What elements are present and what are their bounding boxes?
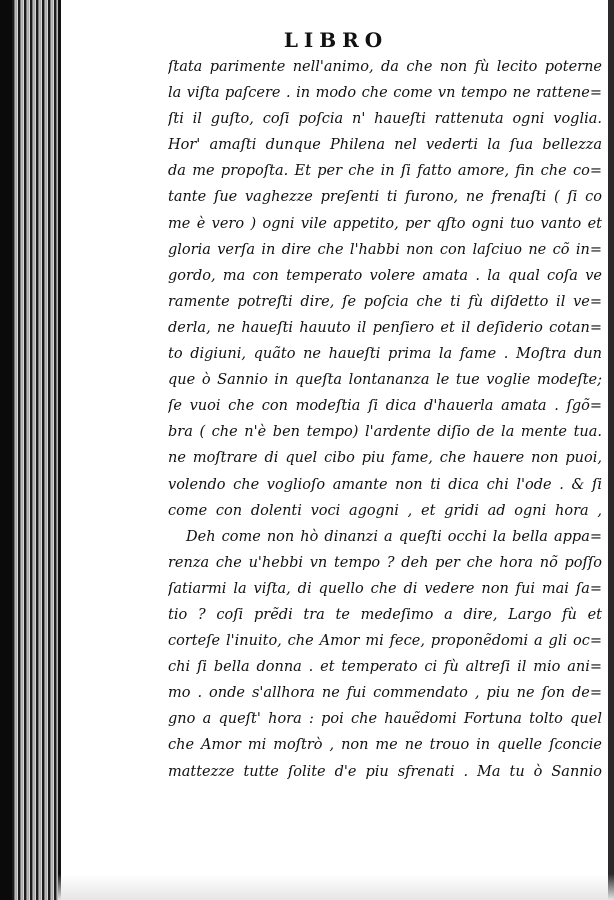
text-line: Deh come non hò dinanzi a queſti occhi la bella appa= xyxy=(186,528,602,545)
page-bottom-shadow xyxy=(58,874,614,900)
text-line: corteſe l'inuito, che Amor mi fece, proponẽdomi a gli oc= xyxy=(168,633,602,650)
text-line: volendo che voglioſo amante non ti dica chi l'ode . & ſi xyxy=(168,476,602,493)
text-line: derla, ne haueſti hauuto il penſiero et il deſiderio cotan= xyxy=(168,319,602,336)
text-line: gloria verſa in dire che l'habbi non con laſciuo ne cõ in= xyxy=(168,241,602,258)
text-line: che Amor mi moſtrò , non me ne trouo in quelle ſconcie xyxy=(168,737,602,754)
text-line: ſe vuoi che con modeſtia ſi dica d'hauerla amata . ſgõ= xyxy=(168,398,602,415)
text-line: bra ( che n'è ben tempo) l'ardente diſio de la mente tua. xyxy=(168,424,602,441)
text-line: tio ? coſi prẽdi tra te medeſimo a dire, Largo fù et xyxy=(168,606,602,623)
text-line: tante ſue vaghezze preſenti ti furono, ne frenaſti ( ſi co xyxy=(168,189,602,206)
text-line: da me propoſta. Et per che in ſi fatto amore, fin che co= xyxy=(168,163,602,180)
text-line: ne moſtrare di quel cibo piu fame, che hauere non puoi, xyxy=(168,450,602,467)
page-fore-edge xyxy=(0,0,61,900)
page-right-edge xyxy=(608,0,614,900)
text-line: to digiuni, quãto ne haueſti prima la fame . Moſtra dun xyxy=(168,346,602,363)
text-line: ſti il guſto, coſi poſcia n' haueſti rattenuta ogni voglia. xyxy=(168,111,602,128)
text-line: gno a queſt' hora : poi che hauẽdomi Fortuna tolto quel xyxy=(168,711,602,728)
text-line: mattezze tutte ſolite d'e piu sfrenati . Ma tu ò Sannio xyxy=(168,763,602,780)
text-line: ſtata parimente nell'animo, da che non fù lecito poterne xyxy=(168,59,602,75)
text-line: me è vero ) ogni vile appetito, per qſto ogni tuo vanto et xyxy=(168,215,602,232)
text-line: ramente potreſti dire, ſe poſcia che ti fù diſdetto il ve= xyxy=(168,293,602,310)
text-line: mo . onde s'allhora ne fui commendato , piu ne ſon de= xyxy=(168,685,602,702)
text-line: la viſta paſcere . in modo che come vn tempo ne rattene= xyxy=(168,85,602,102)
text-line: renza che u'hebbi vn tempo ? deh per che hora nõ poſſo xyxy=(168,554,602,571)
text-line: Hor' amaſti dunque Philena nel vederti la ſua bellezza xyxy=(168,137,602,154)
text-line: gordo, ma con temperato volere amata . la qual coſa ve xyxy=(168,267,602,284)
text-line: que ò Sannio in queſta lontananza le tue voglie modeſte; xyxy=(168,372,602,389)
running-header: LIBRO xyxy=(283,28,389,52)
text-line: come con dolenti voci agogni , et gridi ad ogni hora , xyxy=(168,502,602,519)
text-line: chi ſi bella donna . et temperato ci fù altreſi il mio ani= xyxy=(168,659,602,676)
body-text xyxy=(168,54,602,785)
text-line: ſatiarmi la viſta, di quello che di vedere non fui mai ſa= xyxy=(168,580,602,597)
